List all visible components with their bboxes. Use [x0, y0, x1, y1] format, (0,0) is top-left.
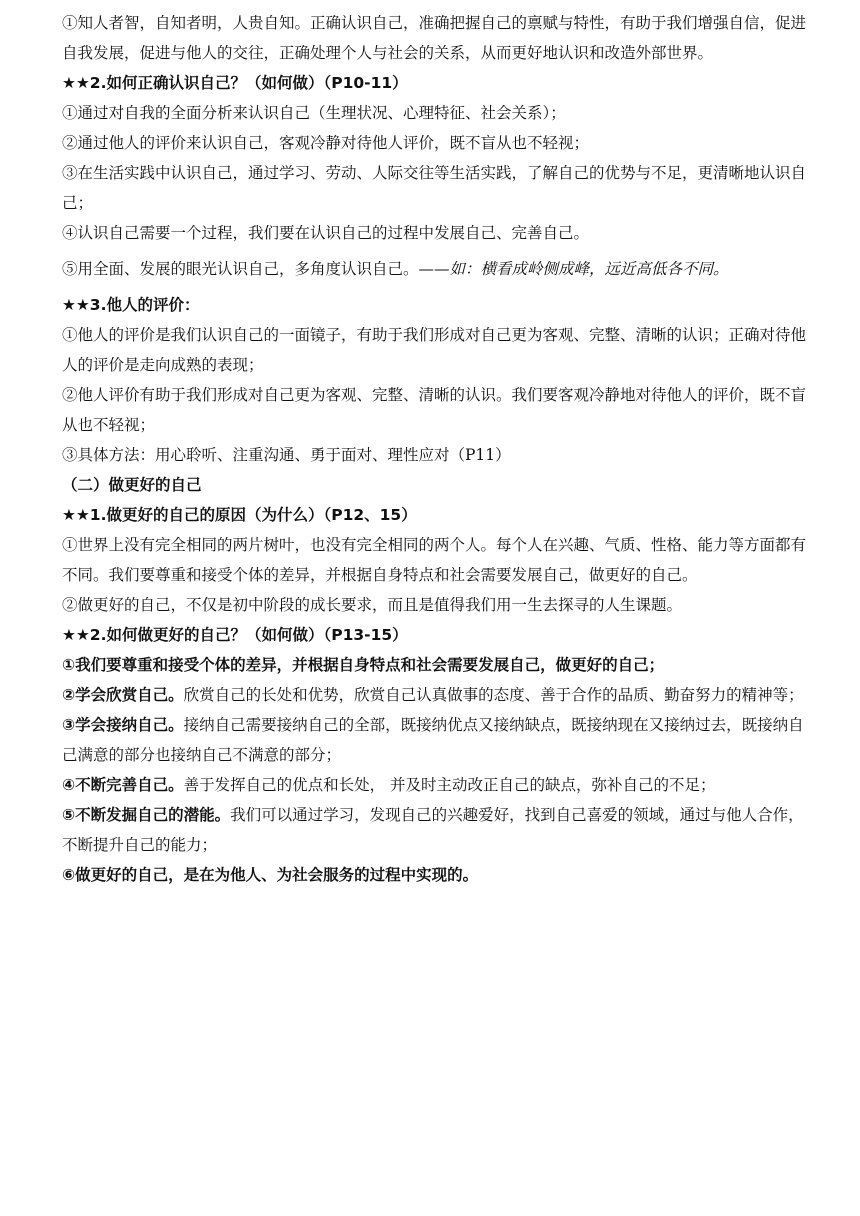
s2-item-5-quote: ——如：横看成岭侧成峰，远近高低各不同。 — [418, 260, 729, 278]
part2-q2-item-6: ⑥做更好的自己，是在为他人、为社会服务的过程中实现的。 — [62, 866, 479, 884]
part2-q1-heading: ★★1.做更好的自己的原因（为什么）（P12、15） — [62, 506, 417, 524]
part2-q1-item-2: ②做更好的自己，不仅是初中阶段的成长要求，而且是值得我们用一生去探寻的人生课题。 — [62, 596, 683, 614]
section-heading-3: ★★3.他人的评价： — [62, 296, 200, 314]
part2-q1-item-1: ①世界上没有完全相同的两片树叶，也没有完全相同的两个人。每个人在兴趣、气质、性格、能力等方面都有不同。我们要尊重和接受个体的差异，并根据自身特点和社会需要发展自己，做更好的自己。 — [62, 536, 807, 584]
s2-item-4: ④认识自己需要一个过程，我们要在认识自己的过程中发展自己、完善自己。 — [62, 224, 590, 242]
part2-q2-item-3-text: 接纳自己需要接纳自己的全部，既接纳优点又接纳缺点，既接纳现在又接纳过去，既接纳自己满意的部分也接纳自己不满意的部分； — [62, 716, 804, 764]
part2-q2-item-2-lead: ②学会欣赏自己。 — [62, 686, 184, 704]
document-page — [62, 0, 806, 890]
s2-item-5-main: ⑤用全面、发展的眼光认识自己，多角度认识自己。 — [62, 260, 419, 278]
part2-q2-item-1: ①我们要尊重和接受个体的差异，并根据自身特点和社会需要发展自己，做更好的自己； — [62, 656, 665, 674]
s3-item-1: ①他人的评价是我们认识自己的一面镜子，有助于我们形成对自己更为客观、完整、清晰的认识；正确对待他人的评价是走向成熟的表现； — [62, 326, 807, 374]
part2-q2-item-2-text: 欣赏自己的长处和优势，欣赏自己认真做事的态度、善于合作的品质、勤奋努力的精神等； — [183, 686, 804, 704]
part2-q2-item-2 — [62, 680, 806, 710]
part-heading: （二）做更好的自己 — [62, 476, 202, 494]
s2-item-3: ③在生活实践中认识自己，通过学习、劳动、人际交往等生活实践，了解自己的优势与不足，更清晰地认识自己； — [62, 164, 807, 212]
s3-item-2: ②他人评价有助于我们形成对自己更为客观、完整、清晰的认识。我们要客观冷静地对待他人的评价，既不盲从也不轻视； — [62, 386, 807, 434]
part2-q2-item-5 — [62, 800, 806, 860]
section-heading-2: ★★2.如何正确认识自己？（如何做）（P10-11） — [62, 74, 408, 92]
s2-item-1: ①通过对自我的全面分析来认识自己（生理状况、心理特征、社会关系）； — [62, 104, 566, 122]
s2-item-5 — [62, 254, 806, 284]
part2-q2-item-5-text: 我们可以通过学习，发现自己的兴趣爱好，找到自己喜爱的领域，通过与他人合作，不断提升自己的能力； — [62, 806, 804, 854]
part2-q2-item-4 — [62, 770, 806, 800]
part2-q2-item-5-lead: ⑤不断发掘自己的潜能。 — [62, 806, 231, 824]
part2-q2-item-3-lead: ③学会接纳自己。 — [62, 716, 184, 734]
part2-q2-item-4-text: 善于发挥自己的优点和长处， 并及时主动改正自己的缺点，弥补自己的不足； — [183, 776, 716, 794]
part2-q2-item-4-lead: ④不断完善自己。 — [62, 776, 184, 794]
intro-paragraph: ①知人者智，自知者明，人贵自知。正确认识自己，准确把握自己的禀赋与特性，有助于我们增强自信，促进自我发展，促进与他人的交往，正确处理个人与社会的关系，从而更好地认识和改造外部世界。 — [62, 14, 807, 62]
part2-q2-item-3 — [62, 710, 806, 770]
s3-item-3: ③具体方法：用心聆听、注重沟通、勇于面对、理性应对（P11） — [62, 446, 511, 464]
part2-q2-heading: ★★2.如何做更好的自己？（如何做）（P13-15） — [62, 626, 408, 644]
s2-item-2: ②通过他人的评价来认识自己，客观冷静对待他人评价，既不盲从也不轻视； — [62, 134, 590, 152]
